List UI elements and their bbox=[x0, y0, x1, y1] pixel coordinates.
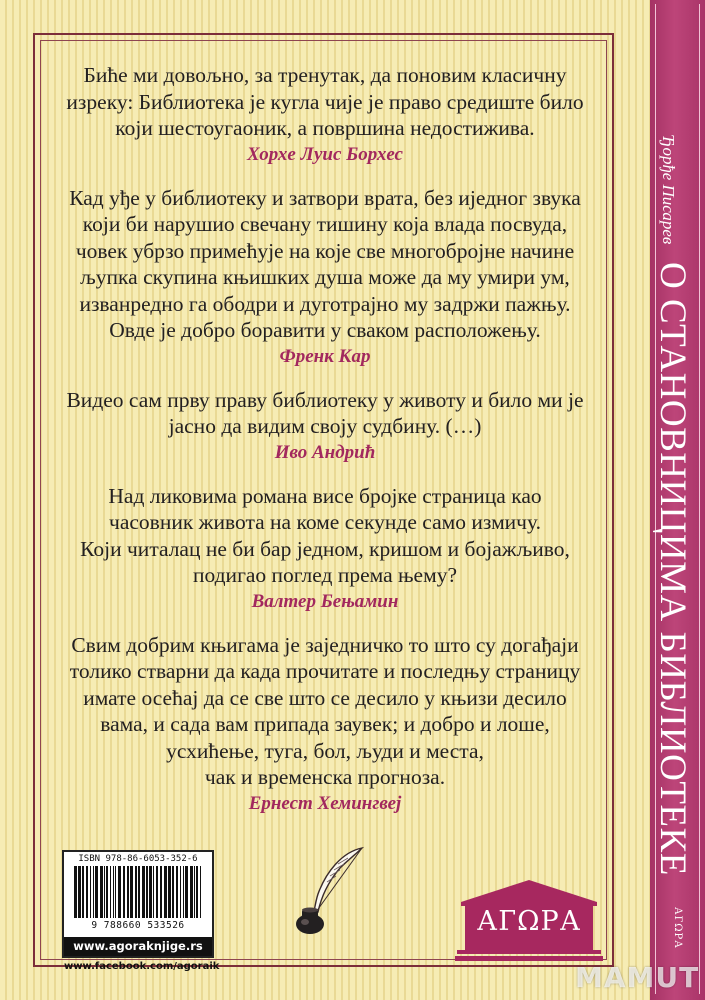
barcode-digits: 9 788660 533526 bbox=[91, 920, 185, 931]
barcode-bar bbox=[118, 866, 121, 918]
barcode-bar bbox=[180, 866, 181, 918]
quote-author: Ернест Хемингвеј bbox=[248, 792, 402, 814]
barcode-bar bbox=[113, 866, 114, 918]
quote-line: усхићење, туга, бол, људи и места, bbox=[166, 738, 484, 763]
barcode-bar bbox=[93, 866, 94, 918]
quote-line: Биће ми довољно, за тренутак, да поновим класичну bbox=[83, 63, 567, 87]
quote-line: који шестоугаоник, а површина недостижива. bbox=[115, 116, 535, 140]
quote-line: љупка скупина књишких душа може да му умири ум, bbox=[80, 265, 570, 289]
isbn-barcode-box bbox=[62, 850, 214, 958]
barcode-bar bbox=[153, 866, 154, 918]
quote-line: Свим добрим књигама је заједничко то што су догађаји bbox=[71, 632, 579, 657]
barcode-bar bbox=[156, 866, 158, 918]
quote-author: Иво Андрић bbox=[274, 441, 376, 463]
spine-author: Ђорђе Писарев bbox=[659, 134, 678, 245]
quote-line: Над ликовима романа висе бројке страница као bbox=[108, 483, 542, 508]
barcode-bar bbox=[160, 866, 162, 918]
barcode-icon bbox=[72, 866, 206, 920]
barcode-bar bbox=[149, 866, 152, 918]
barcode-bar bbox=[200, 866, 201, 918]
quote-line: Кад уђе у библиотеку и затвори врата, без иједног звука bbox=[69, 185, 581, 210]
quote-line: вама, и сада вам припада заувек; и добро и лоше, bbox=[100, 712, 550, 736]
barcode-bar bbox=[164, 866, 167, 918]
barcode-bar bbox=[172, 866, 174, 918]
quote-block bbox=[60, 632, 590, 817]
quote-author: Валтер Бењамин bbox=[251, 590, 399, 612]
publisher-logo-text: АГΩРА bbox=[476, 906, 582, 937]
barcode-bar bbox=[127, 866, 129, 918]
quote-block bbox=[60, 387, 590, 466]
quote-line: имате осећај да се све што се десило у књизи десило bbox=[83, 685, 567, 710]
quote-line: који би нарушио свечану тишину која влада посвуда, bbox=[82, 212, 568, 236]
publisher-website: www.agoraknjige.rs bbox=[64, 937, 212, 956]
barcode-bar bbox=[183, 866, 184, 918]
barcode-bar bbox=[104, 866, 105, 918]
barcode-bar bbox=[82, 866, 84, 918]
barcode-bar bbox=[190, 866, 193, 918]
barcode-bar bbox=[196, 866, 198, 918]
quote-line: Видео сам прву праву библиотеку у животу и било ми је bbox=[66, 387, 584, 412]
quill-inkwell-icon bbox=[290, 842, 370, 942]
barcode-bar bbox=[86, 866, 88, 918]
barcode-bar bbox=[78, 866, 81, 918]
barcode-bar bbox=[115, 866, 116, 918]
barcode-bar bbox=[176, 866, 178, 918]
barcode-bar bbox=[110, 866, 111, 918]
barcode-bar bbox=[100, 866, 103, 918]
quote-line: изванредно га ободри и дуготрајно му задржи пажњу. bbox=[79, 291, 571, 316]
barcode-bar bbox=[135, 866, 137, 918]
publisher-logo bbox=[455, 878, 603, 967]
quote-line: Који читалац не би бар једном, кришом и бојажљиво, bbox=[80, 536, 570, 561]
quotes-block bbox=[60, 62, 590, 834]
barcode-bar bbox=[123, 866, 125, 918]
quote-author: Френк Кар bbox=[279, 345, 371, 367]
quote-line: изреку: Библиотека је кугла чије је право средиште било bbox=[66, 89, 584, 114]
barcode-bar bbox=[168, 866, 171, 918]
barcode-bar bbox=[194, 866, 195, 918]
quote-line: јасно да видим своју судбину. (…) bbox=[168, 414, 482, 438]
isbn-text: ISBN 978-86-6053-352-6 bbox=[78, 854, 198, 864]
barcode-bar bbox=[142, 866, 145, 918]
quote-block bbox=[60, 483, 590, 615]
quote-line: чак и временска прогноза. bbox=[204, 765, 446, 789]
quote-line: часовник живота на коме секунде само измичу. bbox=[109, 510, 541, 534]
barcode-bar bbox=[138, 866, 140, 918]
quote-block bbox=[60, 62, 590, 168]
barcode-bar bbox=[130, 866, 133, 918]
quote-line: подигао поглед према њему? bbox=[192, 563, 457, 587]
quote-line: толико стварни да када прочитате и последњу страницу bbox=[69, 659, 581, 683]
spine-publisher: АГΩРА bbox=[672, 907, 683, 949]
watermark: MAMUT bbox=[575, 961, 700, 994]
barcode-bar bbox=[95, 866, 98, 918]
spine-title: О СТАНОВНИЦИМА БИБЛИОТЕКЕ bbox=[652, 262, 693, 876]
quote-block bbox=[60, 185, 590, 370]
facebook-link: www.facebook.com/agoraik bbox=[64, 961, 220, 972]
barcode-bar bbox=[185, 866, 188, 918]
barcode-bar bbox=[106, 866, 108, 918]
quote-line: Овде је добро боравити у сваком расположењу. bbox=[109, 318, 541, 342]
barcode-bar bbox=[146, 866, 148, 918]
quote-author: Хорхе Луис Борхес bbox=[247, 143, 403, 165]
quote-line: човек убрзо примећује на које све многобројне начине bbox=[75, 238, 575, 263]
barcode-bar bbox=[90, 866, 91, 918]
barcode-bar bbox=[74, 866, 77, 918]
